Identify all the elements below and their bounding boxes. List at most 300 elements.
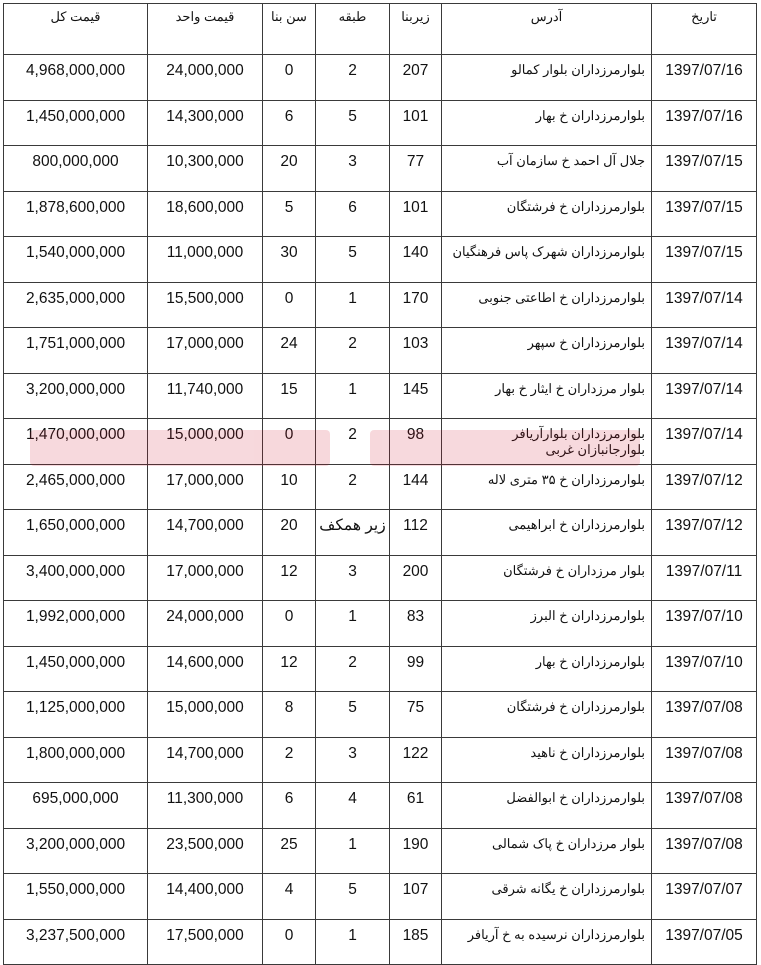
area-cell <box>390 737 442 783</box>
age-cell <box>263 510 316 556</box>
address-cell-text: بلوارمرزداران خ ناهید <box>530 744 645 760</box>
floor-cell-text: 5 <box>348 244 357 261</box>
area-cell <box>390 874 442 920</box>
total-price-cell-text: 1,800,000,000 <box>25 744 126 762</box>
unit-price-cell <box>148 55 263 101</box>
age-cell-text: 2 <box>284 744 294 762</box>
total-price-cell <box>4 737 148 783</box>
date-cell <box>652 919 757 965</box>
table-row <box>4 601 757 647</box>
floor-cell <box>316 464 390 510</box>
date-cell <box>652 146 757 192</box>
address-cell <box>442 237 652 283</box>
age-cell-text: 20 <box>280 517 298 534</box>
area-cell <box>390 646 442 692</box>
date-cell <box>652 737 757 783</box>
table-row <box>4 737 757 783</box>
floor-cell <box>316 874 390 920</box>
date-cell-text: 1397/07/14 <box>665 335 743 352</box>
age-cell <box>263 146 316 192</box>
area-cell-text: 107 <box>402 881 429 898</box>
table-row <box>4 282 757 328</box>
floor-cell-text: 2 <box>348 653 357 671</box>
total-price-cell-text: 4,968,000,000 <box>25 62 126 79</box>
table-row <box>4 692 757 738</box>
floor-cell <box>316 692 390 738</box>
unit-price-cell <box>148 692 263 738</box>
floor-cell <box>316 919 390 965</box>
date-cell <box>652 373 757 419</box>
date-cell-text: 1397/07/14 <box>665 380 743 398</box>
floor-cell <box>316 646 390 692</box>
table-row <box>4 783 757 829</box>
unit-price-cell-text: 17,000,000 <box>166 471 244 489</box>
floor-cell <box>316 828 390 874</box>
date-cell-text: 1397/07/08 <box>665 744 743 762</box>
total-price-cell-text: 1,540,000,000 <box>25 244 126 261</box>
total-price-cell-text: 1,992,000,000 <box>25 608 126 625</box>
address-cell-text: بلوارمرزداران خ بهار <box>535 653 645 669</box>
address-cell-text: بلوارمرزداران خ فرشتگان <box>506 699 645 714</box>
floor-cell-text: 1 <box>348 608 357 625</box>
total-price-cell-text: 1,650,000,000 <box>25 517 126 534</box>
unit-price-cell-text: 14,700,000 <box>166 517 244 534</box>
address-cell-text: بلوار مرزداران خ ایثار خ بهار <box>495 380 645 396</box>
age-cell <box>263 919 316 965</box>
date-cell <box>652 646 757 692</box>
unit-price-cell-text: 14,300,000 <box>166 107 244 125</box>
floor-cell-text: 2 <box>348 471 357 489</box>
address-cell <box>442 419 652 465</box>
area-cell-text: 145 <box>402 380 429 398</box>
unit-price-cell <box>148 146 263 192</box>
age-cell <box>263 373 316 419</box>
table-row <box>4 464 757 510</box>
area-cell-text: 112 <box>403 517 428 534</box>
area-cell <box>390 328 442 374</box>
address-cell <box>442 737 652 783</box>
unit-price-cell-text: 24,000,000 <box>166 608 244 625</box>
date-cell-text: 1397/07/15 <box>665 244 743 261</box>
total-price-cell-text: 2,465,000,000 <box>25 471 126 489</box>
date-cell <box>652 55 757 101</box>
unit-price-cell-text: 15,000,000 <box>166 426 244 443</box>
unit-price-cell-text: 11,000,000 <box>166 244 244 261</box>
floor-cell-text: زیر همکف <box>319 517 386 534</box>
floor-cell-text: 4 <box>348 790 357 807</box>
floor-cell <box>316 419 390 465</box>
area-cell-text: 83 <box>406 608 425 625</box>
total-price-cell <box>4 191 148 237</box>
age-cell-text: 0 <box>284 608 294 625</box>
date-cell <box>652 555 757 601</box>
address-cell <box>442 874 652 920</box>
address-cell-text: بلوارمرزداران بلوارآریافر بلوارجانبازان غربی <box>512 426 645 457</box>
address-cell-text: بلوارمرزداران خ اطاعتی جنوبی <box>478 289 645 305</box>
address-cell-text: بلوارمرزداران شهرک پاس فرهنگیان <box>452 244 645 259</box>
date-cell <box>652 328 757 374</box>
total-price-cell-text: 1,450,000,000 <box>25 653 126 671</box>
area-cell <box>390 783 442 829</box>
total-price-cell-text: 1,751,000,000 <box>25 335 126 352</box>
unit-price-cell-text: 18,600,000 <box>166 198 244 216</box>
header-row <box>4 4 757 55</box>
age-cell-text: 0 <box>284 62 294 79</box>
date-cell <box>652 828 757 874</box>
total-price-cell <box>4 828 148 874</box>
table-row <box>4 510 757 556</box>
floor-cell <box>316 55 390 101</box>
area-cell-text: 101 <box>402 107 429 125</box>
header-total-price: قیمت کل <box>4 4 148 55</box>
table-row <box>4 555 757 601</box>
unit-price-cell-text: 14,700,000 <box>166 744 244 762</box>
address-cell-text: بلوارمرزداران خ بهار <box>535 107 645 123</box>
age-cell-text: 4 <box>284 881 294 898</box>
date-cell-text: 1397/07/14 <box>665 426 743 443</box>
area-cell <box>390 282 442 328</box>
table-row <box>4 191 757 237</box>
date-cell-text: 1397/07/07 <box>665 881 743 898</box>
address-cell-text: بلوارمرزداران خ البرز <box>530 608 645 623</box>
age-cell-text: 12 <box>280 562 298 580</box>
age-cell <box>263 55 316 101</box>
total-price-cell-text: 2,635,000,000 <box>25 289 126 307</box>
address-cell <box>442 55 652 101</box>
area-cell <box>390 555 442 601</box>
table-row <box>4 419 757 465</box>
date-cell-text: 1397/07/16 <box>665 62 743 79</box>
total-price-cell-text: 3,237,500,000 <box>25 926 126 944</box>
unit-price-cell <box>148 737 263 783</box>
total-price-cell <box>4 146 148 192</box>
address-cell <box>442 919 652 965</box>
age-cell <box>263 555 316 601</box>
date-cell <box>652 783 757 829</box>
date-cell-text: 1397/07/10 <box>665 608 743 625</box>
address-cell-text: بلوارمرزداران خ ۳۵ متری لاله <box>487 471 645 487</box>
unit-price-cell-text: 10,300,000 <box>166 153 244 170</box>
total-price-cell <box>4 419 148 465</box>
area-cell-text: 98 <box>406 426 425 443</box>
unit-price-cell <box>148 373 263 419</box>
age-cell <box>263 783 316 829</box>
unit-price-cell <box>148 419 263 465</box>
area-cell <box>390 100 442 146</box>
unit-price-cell-text: 17,500,000 <box>166 926 244 944</box>
total-price-cell-text: 3,200,000,000 <box>25 835 126 853</box>
area-cell-text: 140 <box>402 244 429 261</box>
unit-price-cell <box>148 783 263 829</box>
address-cell <box>442 692 652 738</box>
table-row <box>4 646 757 692</box>
area-cell-text: 101 <box>402 198 429 216</box>
floor-cell-text: 1 <box>348 380 357 398</box>
area-cell <box>390 373 442 419</box>
total-price-cell-text: 3,400,000,000 <box>25 562 126 580</box>
floor-cell-text: 6 <box>348 198 357 216</box>
address-cell-text: بلوارمرزداران بلوار کمالو <box>511 62 645 77</box>
total-price-cell <box>4 464 148 510</box>
area-cell <box>390 919 442 965</box>
table-row <box>4 55 757 101</box>
area-cell <box>390 146 442 192</box>
date-cell-text: 1397/07/12 <box>665 471 743 489</box>
unit-price-cell-text: 11,740,000 <box>166 380 244 398</box>
unit-price-cell <box>148 282 263 328</box>
age-cell <box>263 419 316 465</box>
date-cell <box>652 874 757 920</box>
address-cell <box>442 328 652 374</box>
age-cell <box>263 646 316 692</box>
floor-cell <box>316 191 390 237</box>
total-price-cell <box>4 874 148 920</box>
area-cell-text: 103 <box>402 335 429 352</box>
total-price-cell <box>4 100 148 146</box>
total-price-cell <box>4 692 148 738</box>
floor-cell-text: 5 <box>348 881 357 898</box>
age-cell <box>263 874 316 920</box>
floor-cell <box>316 555 390 601</box>
age-cell-text: 6 <box>284 790 294 807</box>
unit-price-cell <box>148 646 263 692</box>
address-cell-text: بلوار مرزداران خ پاک شمالی <box>492 835 645 851</box>
area-cell-text: 77 <box>406 153 425 170</box>
unit-price-cell <box>148 601 263 647</box>
address-cell <box>442 100 652 146</box>
header-floor: طبقه <box>316 4 390 55</box>
age-cell <box>263 601 316 647</box>
age-cell-text: 20 <box>280 153 298 170</box>
table-row <box>4 237 757 283</box>
unit-price-cell-text: 15,000,000 <box>166 699 244 716</box>
age-cell-text: 25 <box>280 835 298 853</box>
unit-price-cell <box>148 464 263 510</box>
address-cell <box>442 601 652 647</box>
total-price-cell <box>4 783 148 829</box>
total-price-cell <box>4 555 148 601</box>
address-cell <box>442 828 652 874</box>
header-age: سن بنا <box>263 4 316 55</box>
unit-price-cell <box>148 919 263 965</box>
area-cell <box>390 692 442 738</box>
floor-cell-text: 2 <box>348 426 357 443</box>
address-cell <box>442 646 652 692</box>
floor-cell <box>316 282 390 328</box>
unit-price-cell <box>148 191 263 237</box>
unit-price-cell-text: 15,500,000 <box>166 289 244 307</box>
table-row <box>4 373 757 419</box>
area-cell <box>390 55 442 101</box>
unit-price-cell-text: 24,000,000 <box>166 62 244 79</box>
age-cell <box>263 237 316 283</box>
unit-price-cell-text: 14,400,000 <box>166 881 244 898</box>
date-cell-text: 1397/07/14 <box>665 289 743 307</box>
age-cell <box>263 828 316 874</box>
address-cell <box>442 373 652 419</box>
table-row <box>4 828 757 874</box>
header-area: زیربنا <box>390 4 442 55</box>
floor-cell-text: 5 <box>348 107 357 125</box>
address-cell-text: بلوارمرزداران خ ابراهیمی <box>508 517 645 532</box>
area-cell <box>390 191 442 237</box>
total-price-cell-text: 1,450,000,000 <box>25 107 126 125</box>
unit-price-cell <box>148 237 263 283</box>
address-cell-text: بلوارمرزداران خ یگانه شرقی <box>491 881 645 896</box>
total-price-cell <box>4 510 148 556</box>
total-price-cell <box>4 55 148 101</box>
total-price-cell-text: 1,878,600,000 <box>25 198 126 216</box>
address-cell <box>442 191 652 237</box>
total-price-cell <box>4 237 148 283</box>
area-cell <box>390 464 442 510</box>
total-price-cell-text: 695,000,000 <box>32 790 119 807</box>
date-cell-text: 1397/07/16 <box>665 107 743 125</box>
date-cell-text: 1397/07/08 <box>665 835 743 853</box>
floor-cell <box>316 328 390 374</box>
total-price-cell <box>4 646 148 692</box>
date-cell <box>652 282 757 328</box>
age-cell-text: 6 <box>284 107 294 125</box>
unit-price-cell-text: 17,000,000 <box>166 562 244 580</box>
floor-cell-text: 3 <box>348 744 357 762</box>
floor-cell-text: 3 <box>348 562 357 580</box>
floor-cell <box>316 100 390 146</box>
floor-cell-text: 2 <box>348 62 357 79</box>
area-cell-text: 144 <box>402 471 429 489</box>
floor-cell <box>316 373 390 419</box>
age-cell-text: 12 <box>280 653 298 671</box>
area-cell <box>390 419 442 465</box>
area-cell-text: 99 <box>406 653 425 671</box>
age-cell-text: 10 <box>280 471 298 489</box>
age-cell <box>263 692 316 738</box>
area-cell-text: 122 <box>402 744 429 762</box>
date-cell <box>652 601 757 647</box>
unit-price-cell <box>148 328 263 374</box>
date-cell <box>652 100 757 146</box>
floor-cell <box>316 783 390 829</box>
total-price-cell-text: 3,200,000,000 <box>25 380 126 398</box>
floor-cell-text: 1 <box>348 835 357 853</box>
age-cell-text: 0 <box>284 426 294 443</box>
area-cell <box>390 510 442 556</box>
address-cell-text: بلوارمرزداران خ سپهر <box>527 335 645 350</box>
age-cell-text: 5 <box>284 198 294 216</box>
table-row <box>4 874 757 920</box>
area-cell-text: 190 <box>402 835 429 853</box>
age-cell-text: 0 <box>284 289 294 307</box>
unit-price-cell <box>148 510 263 556</box>
area-cell-text: 207 <box>402 62 429 79</box>
date-cell <box>652 510 757 556</box>
address-cell <box>442 510 652 556</box>
area-cell <box>390 828 442 874</box>
unit-price-cell <box>148 874 263 920</box>
area-cell-text: 75 <box>406 699 425 716</box>
unit-price-cell <box>148 555 263 601</box>
age-cell-text: 0 <box>284 926 294 944</box>
address-cell <box>442 282 652 328</box>
date-cell-text: 1397/07/08 <box>665 790 743 807</box>
address-cell <box>442 464 652 510</box>
floor-cell-text: 1 <box>348 926 357 944</box>
address-cell <box>442 783 652 829</box>
date-cell-text: 1397/07/15 <box>665 153 743 170</box>
table-row <box>4 328 757 374</box>
date-cell-text: 1397/07/10 <box>665 653 743 671</box>
total-price-cell <box>4 282 148 328</box>
area-cell-text: 61 <box>406 790 425 807</box>
age-cell-text: 30 <box>280 244 298 261</box>
age-cell <box>263 191 316 237</box>
date-cell-text: 1397/07/12 <box>665 517 743 534</box>
age-cell <box>263 282 316 328</box>
date-cell <box>652 419 757 465</box>
table-row <box>4 919 757 965</box>
unit-price-cell <box>148 828 263 874</box>
age-cell-text: 8 <box>284 699 294 716</box>
address-cell <box>442 146 652 192</box>
area-cell <box>390 601 442 647</box>
age-cell-text: 15 <box>280 380 298 398</box>
age-cell <box>263 737 316 783</box>
total-price-cell-text: 1,125,000,000 <box>25 699 126 716</box>
date-cell-text: 1397/07/15 <box>665 198 743 216</box>
unit-price-cell-text: 14,600,000 <box>166 653 244 671</box>
unit-price-cell-text: 23,500,000 <box>166 835 244 853</box>
date-cell-text: 1397/07/05 <box>665 926 743 944</box>
total-price-cell-text: 800,000,000 <box>32 153 119 170</box>
floor-cell-text: 2 <box>348 335 357 352</box>
floor-cell-text: 5 <box>348 699 357 716</box>
date-cell-text: 1397/07/08 <box>665 699 743 716</box>
total-price-cell <box>4 601 148 647</box>
table-row <box>4 100 757 146</box>
header-unit-price: قیمت واحد <box>148 4 263 55</box>
floor-cell <box>316 737 390 783</box>
area-cell <box>390 237 442 283</box>
area-cell-text: 185 <box>402 926 429 944</box>
date-cell <box>652 237 757 283</box>
date-cell <box>652 692 757 738</box>
address-cell-text: جلال آل احمد خ سازمان آب <box>496 153 645 168</box>
total-price-cell <box>4 328 148 374</box>
table-row <box>4 146 757 192</box>
floor-cell-text: 1 <box>348 289 357 307</box>
address-cell-text: بلوار مرزداران خ فرشتگان <box>503 562 645 578</box>
age-cell <box>263 100 316 146</box>
total-price-cell-text: 1,470,000,000 <box>25 426 126 443</box>
unit-price-cell-text: 17,000,000 <box>166 335 244 352</box>
total-price-cell <box>4 919 148 965</box>
address-cell <box>442 555 652 601</box>
header-date: تاریخ <box>652 4 757 55</box>
age-cell-text: 24 <box>280 335 298 352</box>
table-body <box>4 55 757 965</box>
floor-cell-text: 3 <box>348 153 357 170</box>
header-address: آدرس <box>442 4 652 55</box>
address-cell-text: بلوارمرزداران خ فرشتگان <box>506 198 645 214</box>
floor-cell <box>316 510 390 556</box>
price-table <box>3 3 757 965</box>
age-cell <box>263 464 316 510</box>
area-cell-text: 170 <box>402 289 429 307</box>
age-cell <box>263 328 316 374</box>
date-cell-text: 1397/07/11 <box>665 562 743 580</box>
total-price-cell-text: 1,550,000,000 <box>25 881 126 898</box>
unit-price-cell <box>148 100 263 146</box>
